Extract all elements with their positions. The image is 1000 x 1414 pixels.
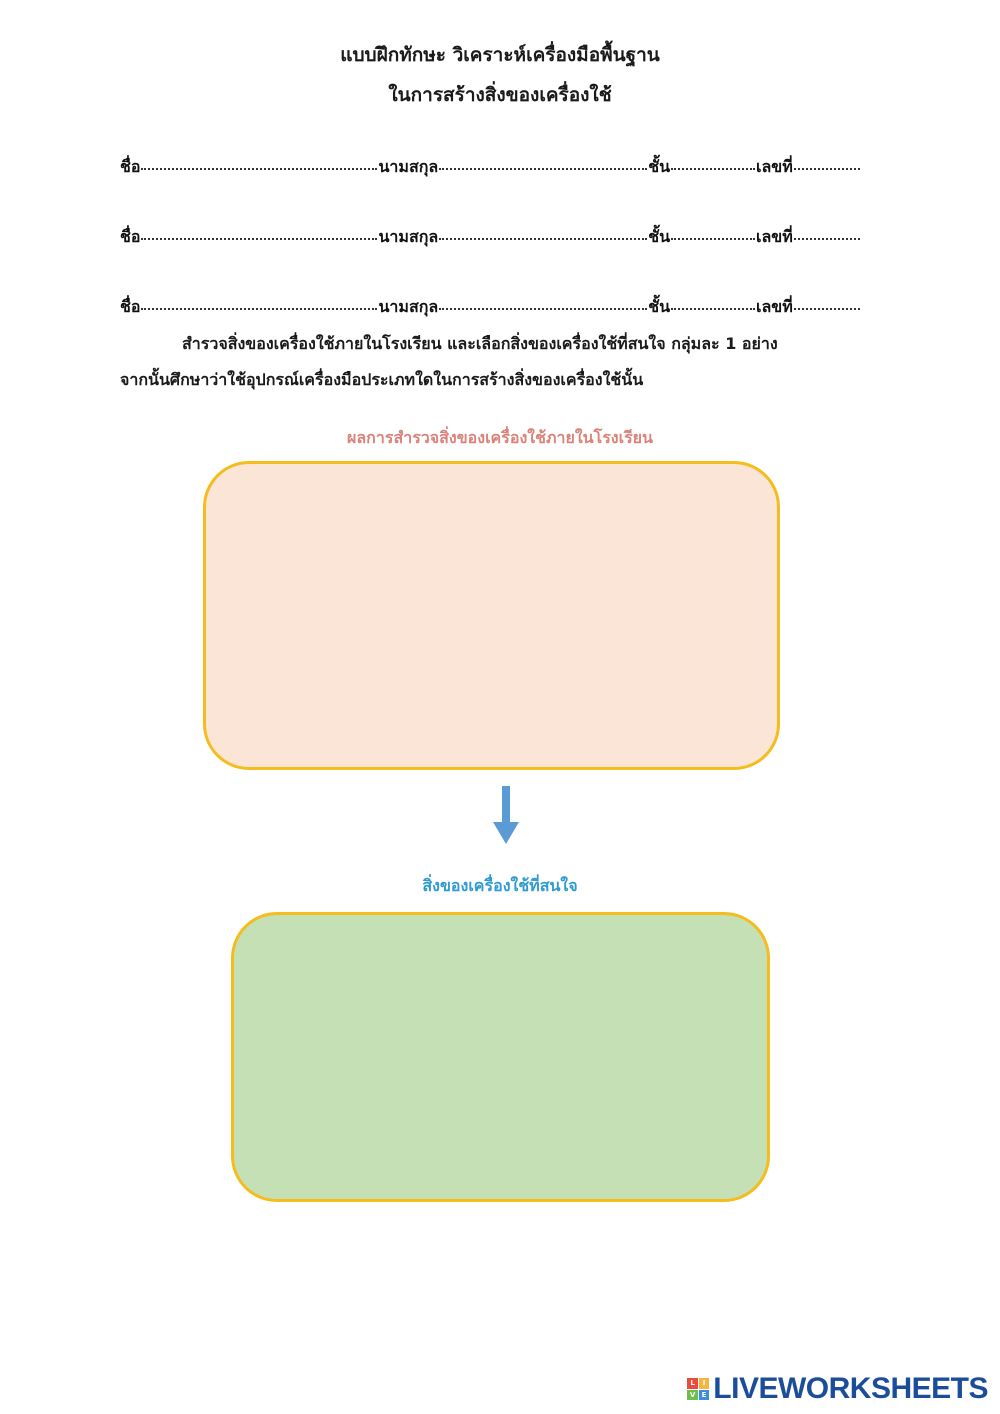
last-name-label: นามสกุล <box>378 297 439 316</box>
first-name-label: ชื่อ <box>120 157 141 176</box>
last-name-field[interactable] <box>439 237 647 240</box>
logo-mark-letter: I <box>699 1378 710 1389</box>
number-field[interactable] <box>794 167 860 170</box>
arrow-down-icon <box>490 786 522 846</box>
last-name-field[interactable] <box>439 167 647 170</box>
class-label: ชั้น <box>648 297 670 316</box>
survey-results-box[interactable] <box>203 461 780 770</box>
logo-mark-letter: E <box>699 1390 710 1401</box>
number-label: เลขที่ <box>756 227 793 246</box>
last-name-field[interactable] <box>439 307 647 310</box>
logo-mark-letter: L <box>687 1378 698 1389</box>
first-name-field[interactable] <box>141 167 377 170</box>
liveworksheets-logo <box>687 1372 988 1406</box>
instruction-line2: จากนั้นศึกษาว่าใช้อุปกรณ์เครื่องมือประเภทใดในการสร้างสิ่งของเครื่องใช้นั้น <box>120 370 644 389</box>
last-name-label: นามสกุล <box>378 157 439 176</box>
selected-item-box[interactable] <box>231 912 770 1202</box>
number-field[interactable] <box>794 237 860 240</box>
number-label: เลขที่ <box>756 297 793 316</box>
student-name-row <box>120 225 880 250</box>
first-name-label: ชื่อ <box>120 227 141 246</box>
worksheet-title-line2: ในการสร้างสิ่งของเครื่องใช้ <box>388 84 612 106</box>
first-name-label: ชื่อ <box>120 297 141 316</box>
number-field[interactable] <box>794 307 860 310</box>
last-name-label: นามสกุล <box>378 227 439 246</box>
class-field[interactable] <box>671 307 755 310</box>
interest-box-label: สิ่งของเครื่องใช้ที่สนใจ <box>422 876 578 895</box>
liveworksheets-logo-icon <box>687 1378 709 1400</box>
student-name-row <box>120 295 880 320</box>
first-name-field[interactable] <box>141 307 377 310</box>
class-field[interactable] <box>671 237 755 240</box>
first-name-field[interactable] <box>141 237 377 240</box>
student-name-row <box>120 155 880 180</box>
instruction-line1: สำรวจสิ่งของเครื่องใช้ภายในโรงเรียน และเลือกสิ่งของเครื่องใช้ที่สนใจ กลุ่มละ 1 อย่าง <box>182 334 778 353</box>
survey-box-label: ผลการสำรวจสิ่งของเครื่องใช้ภายในโรงเรียน <box>347 428 653 447</box>
liveworksheets-logo-text: LIVEWORKSHEETS <box>713 1372 988 1405</box>
number-label: เลขที่ <box>756 157 793 176</box>
logo-mark-letter: V <box>687 1390 698 1401</box>
worksheet-title-line1: แบบฝึกทักษะ วิเคราะห์เครื่องมือพื้นฐาน <box>340 44 660 66</box>
class-field[interactable] <box>671 167 755 170</box>
class-label: ชั้น <box>648 227 670 246</box>
class-label: ชั้น <box>648 157 670 176</box>
